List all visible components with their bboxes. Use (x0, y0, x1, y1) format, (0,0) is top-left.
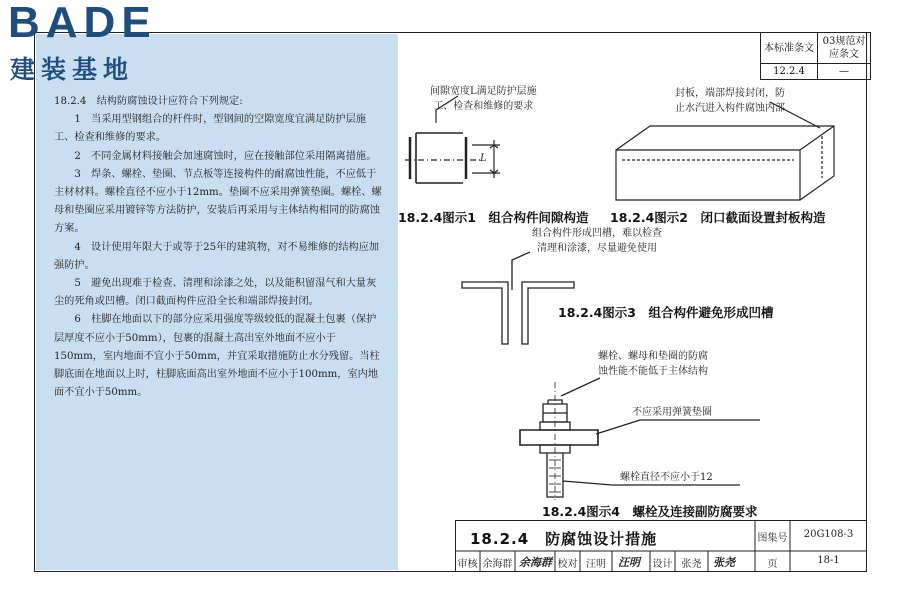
fig2-caption: 18.2.4图示2 闭口截面设置封板构造 (610, 210, 826, 225)
fig1-note-line1: 间隙宽度L满足防护层施 (430, 86, 537, 97)
checker-name: 汪明 (586, 559, 606, 570)
fig1-caption: 18.2.4图示1 组合构件间隙构造 (398, 210, 589, 225)
checker-signature: 汪明 (618, 556, 640, 569)
fig3-caption: 18.2.4图示3 组合构件避免形成凹槽 (558, 305, 774, 320)
clause-paragraph-5: 5 避免出现难于检查、清理和涂漆之处，以及能积留湿气和大量灰尘的死角或凹槽。闭口截面构件应沿全长和端部焊接封闭。 (54, 278, 377, 308)
clause-paragraph-1: 1 当采用型钢组合的杆件时，型钢间的空隙宽度宜满足防护层施工、检查和维修的要求。 (54, 114, 367, 144)
clause-paragraph-3: 3 焊条、螺栓、垫圈、节点板等连接构件的耐腐蚀性能，不应低于主材材料。螺栓直径不应小于12mm。垫圈不应采用弹簧垫圈。螺栓、螺母和垫圈应采用镀锌等方法防护，安装后再采用与主体结构相同的防腐蚀方案。 (54, 168, 382, 235)
fig1-dim-label: L (480, 153, 487, 164)
atlas-label: 图集号 (757, 533, 788, 544)
logo-subtitle: 建装基地 (10, 55, 135, 84)
clause-heading: 18.2.4 结构防腐蚀设计应符合下列规定: (54, 96, 243, 107)
fig4-note3: 螺栓直径不应小于12 (620, 472, 713, 483)
clause-paragraph-6: 6 柱脚在地面以下的部分应采用强度等级较低的混凝土包裹（保护层厚度不应小于50mm），包裹的混凝土高出室外地面不应小于150mm，室内地面不宜小于50mm，并宜采取措施防止水分残留。当柱脚底面在地面以上时，柱脚底面高出室外地面不应小于100mm，室内地面不宜小于50mm。 (54, 314, 380, 399)
reviewer-name: 余海群 (482, 559, 513, 570)
fig1-note-line2: 工、检查和维修的要求 (433, 101, 534, 112)
fig4-note1-line1: 螺栓、螺母和垫圈的防腐 (598, 351, 708, 362)
fig4-caption: 18.2.4图示4 螺栓及连接副防腐要求 (542, 504, 758, 519)
design-label: 设计 (652, 559, 673, 570)
fig2-note-line2: 止水汽进入构件腐蚀内部 (675, 103, 785, 114)
std-col2-value: — (818, 64, 871, 80)
page-label: 页 (767, 559, 778, 570)
review-label: 审核 (457, 559, 478, 570)
fig4-note2: 不应采用弹簧垫圈 (632, 407, 712, 418)
fig2-note-line1: 封板，端部焊接封闭，防 (675, 88, 785, 99)
logo-brand: BADE (8, 0, 157, 47)
std-col1-value: 12.2.4 (761, 64, 818, 80)
fig4-note1-line2: 蚀性能不能低于主体结构 (598, 366, 708, 377)
reviewer-signature: 余海群 (519, 556, 552, 569)
std-col1-header: 本标准条文 (761, 33, 818, 64)
designer-signature: 张尧 (713, 556, 735, 569)
fig3-note-line1: 组合构件形成凹槽，难以检查 (532, 228, 662, 239)
page-number: 18-1 (817, 555, 840, 566)
clause-paragraph-4: 4 设计使用年限大于或等于25年的建筑物，对不易维修的结构应加强防护。 (54, 241, 380, 271)
std-col2-header: 03规范对应条文 (818, 33, 871, 64)
check-label: 校对 (557, 559, 578, 570)
fig3-note-line2: 清理和涂漆，尽量避免使用 (537, 243, 657, 254)
clause-paragraph-2: 2 不同金属材料接触会加速腐蚀时，应在接触部位采用隔离措施。 (74, 150, 377, 162)
atlas-number: 20G108-3 (803, 529, 854, 540)
drawing-title: 18.2.4 防腐蚀设计措施 (470, 530, 658, 548)
designer-name: 张尧 (681, 559, 702, 570)
